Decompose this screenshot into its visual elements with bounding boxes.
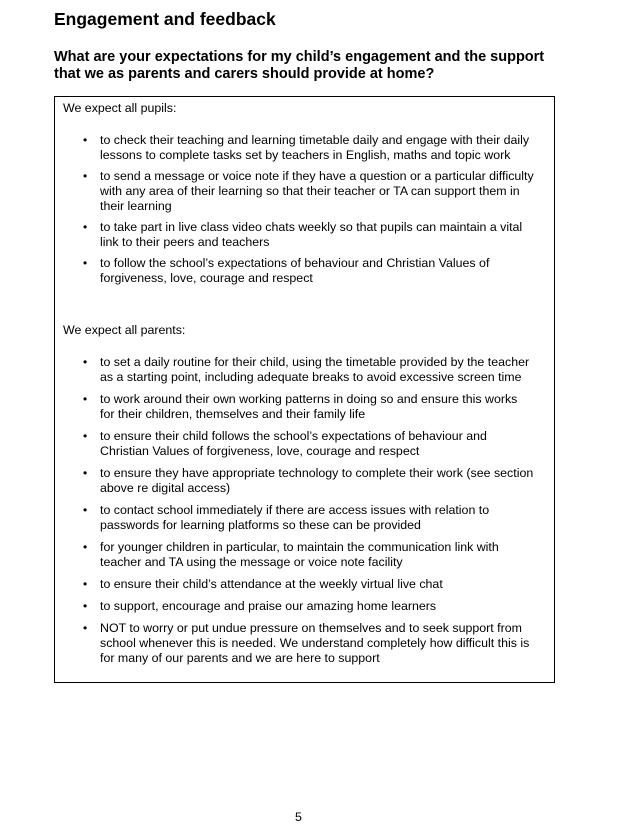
- list-item: • to take part in live class video chats weekly so that pupils can maintain a vital link to their peers and teachers: [83, 220, 523, 249]
- bullet-icon: •: [83, 169, 88, 183]
- list-item: • to set a daily routine for their child, using the timetable provided by the teacher as a starting point, including adequate breaks to avoid excessive screen time: [83, 355, 530, 384]
- bullet-icon: •: [83, 133, 88, 147]
- bullet-icon: •: [83, 621, 88, 635]
- section-heading: Engagement and feedback: [54, 9, 276, 29]
- bullet-icon: •: [83, 540, 88, 554]
- list-item: • to ensure their child’s attendance at the weekly virtual live chat: [83, 577, 443, 591]
- bullet-icon: •: [83, 577, 88, 591]
- bullet-icon: •: [83, 220, 88, 234]
- list-item: • to check their teaching and learning timetable daily and engage with their daily lessons to complete tasks set by teachers in English, maths and topic work: [83, 133, 530, 162]
- bullet-icon: •: [83, 599, 88, 613]
- list-item: • NOT to worry or put undue pressure on themselves and to seek support from school whenever this is needed. We understand completely how difficult this is for many of our parents and we are here to support: [83, 621, 530, 665]
- list-item: • for younger children in particular, to maintain the communication link with teacher and TA using the message or voice note facility: [83, 540, 499, 569]
- bullet-icon: •: [83, 466, 88, 480]
- pupils-intro: We expect all pupils:: [63, 101, 177, 115]
- pupils-list: [55, 133, 535, 286]
- list-item: • to follow the school’s expectations of behaviour and Christian Values of forgiveness, love, courage and respect: [83, 256, 490, 285]
- page-number: 5: [295, 810, 302, 824]
- list-item: • to support, encourage and praise our amazing home learners: [83, 599, 437, 613]
- list-item: • to contact school immediately if there are access issues with relation to passwords for learning platforms so these can be provided: [83, 503, 490, 532]
- list-item: • to ensure they have appropriate technology to complete their work (see section above re digital access): [83, 466, 534, 495]
- bullet-icon: •: [83, 503, 88, 517]
- bullet-icon: •: [83, 256, 88, 270]
- parents-intro: We expect all parents:: [63, 323, 186, 337]
- expectations-box: [54, 96, 555, 683]
- bullet-icon: •: [83, 429, 88, 443]
- list-item: • to work around their own working patterns in doing so and ensure this works for their children, themselves and their family life: [83, 392, 518, 421]
- section-question: What are your expectations for my child’s engagement and the support that we as parents and carers should provide at home?: [54, 49, 545, 82]
- list-item: • to ensure their child follows the school’s expectations of behaviour and Christian Values of forgiveness, love, courage and respect: [83, 429, 487, 458]
- parents-list: [55, 355, 535, 666]
- list-item: • to send a message or voice note if they have a question or a particular difficulty with any area of their learning so that their teacher or TA can support them in their learning: [83, 169, 534, 213]
- bullet-icon: •: [83, 355, 88, 369]
- bullet-icon: •: [83, 392, 88, 406]
